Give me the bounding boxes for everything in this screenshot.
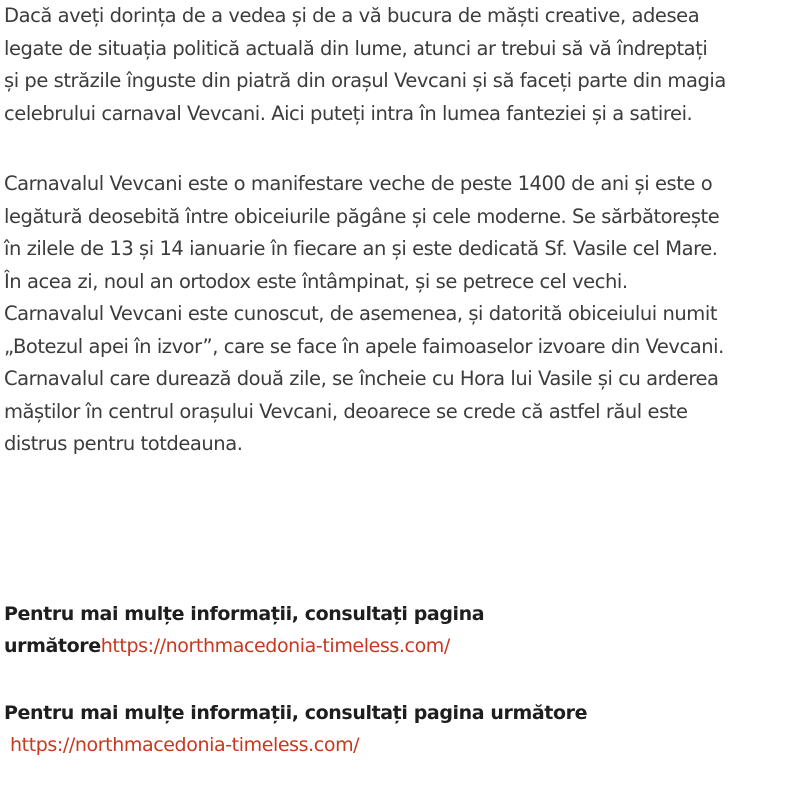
website-link[interactable]: https://northmacedonia-timeless.com/ xyxy=(100,635,450,657)
more-info-label: Pentru mai mulțe informații, consultați pagina următore xyxy=(4,702,588,724)
more-info-link-line xyxy=(4,729,794,761)
website-link[interactable]: https://northmacedonia-timeless.com/ xyxy=(10,734,360,756)
paragraph-history xyxy=(4,168,794,461)
text-line: celebrului carnaval Vevcani. Aici puteți intra în lumea fanteziei și a satirei. xyxy=(4,101,693,125)
more-info-block-1 xyxy=(4,598,794,662)
text-line: În acea zi, noul an ortodox este întâmpinat, și se petrece cel vechi. xyxy=(4,269,628,293)
more-info-line2 xyxy=(4,630,794,662)
text-line: Carnavalul Vevcani este cunoscut, de asemenea, și datorită obiceiului numit xyxy=(4,302,718,325)
paragraph-intro xyxy=(4,0,794,130)
text-line: în zilele de 13 și 14 ianuarie în fiecare an și este dedicată Sf. Vasile cel Mare. xyxy=(4,237,718,260)
more-info-label-end: următore xyxy=(4,635,101,657)
text-line: Carnavalul care durează două zile, se încheie cu Hora lui Vasile și cu arderea xyxy=(4,367,719,390)
text-line: Carnavalul Vevcani este o manifestare veche de peste 1400 de ani și este o xyxy=(4,172,713,195)
text-line: măștilor în centrul orașului Vevcani, deoarece se crede că astfel răul este xyxy=(4,399,688,423)
text-line: legătură deosebită între obiceiurile păgâne și cele moderne. Se sărbătorește xyxy=(4,204,720,228)
text-line: distrus pentru totdeauna. xyxy=(4,432,243,455)
text-line: legate de situația politică actuală din lume, atunci ar trebui să vă îndreptați xyxy=(4,36,708,60)
more-info-label: Pentru mai mulțe informații, consultați pagina xyxy=(4,603,485,625)
text-line: Dacă aveți dorința de a vedea și de a vă bucura de măști creative, adesea xyxy=(4,4,700,27)
text-line: „Botezul apei în izvor”, care se face în apele faimoaselor izvoare din Vevcani. xyxy=(4,334,724,358)
text-line: și pe străzile înguste din piatră din orașul Vevcani și să faceți parte din magia xyxy=(4,69,726,92)
more-info-block-2 xyxy=(4,697,794,761)
